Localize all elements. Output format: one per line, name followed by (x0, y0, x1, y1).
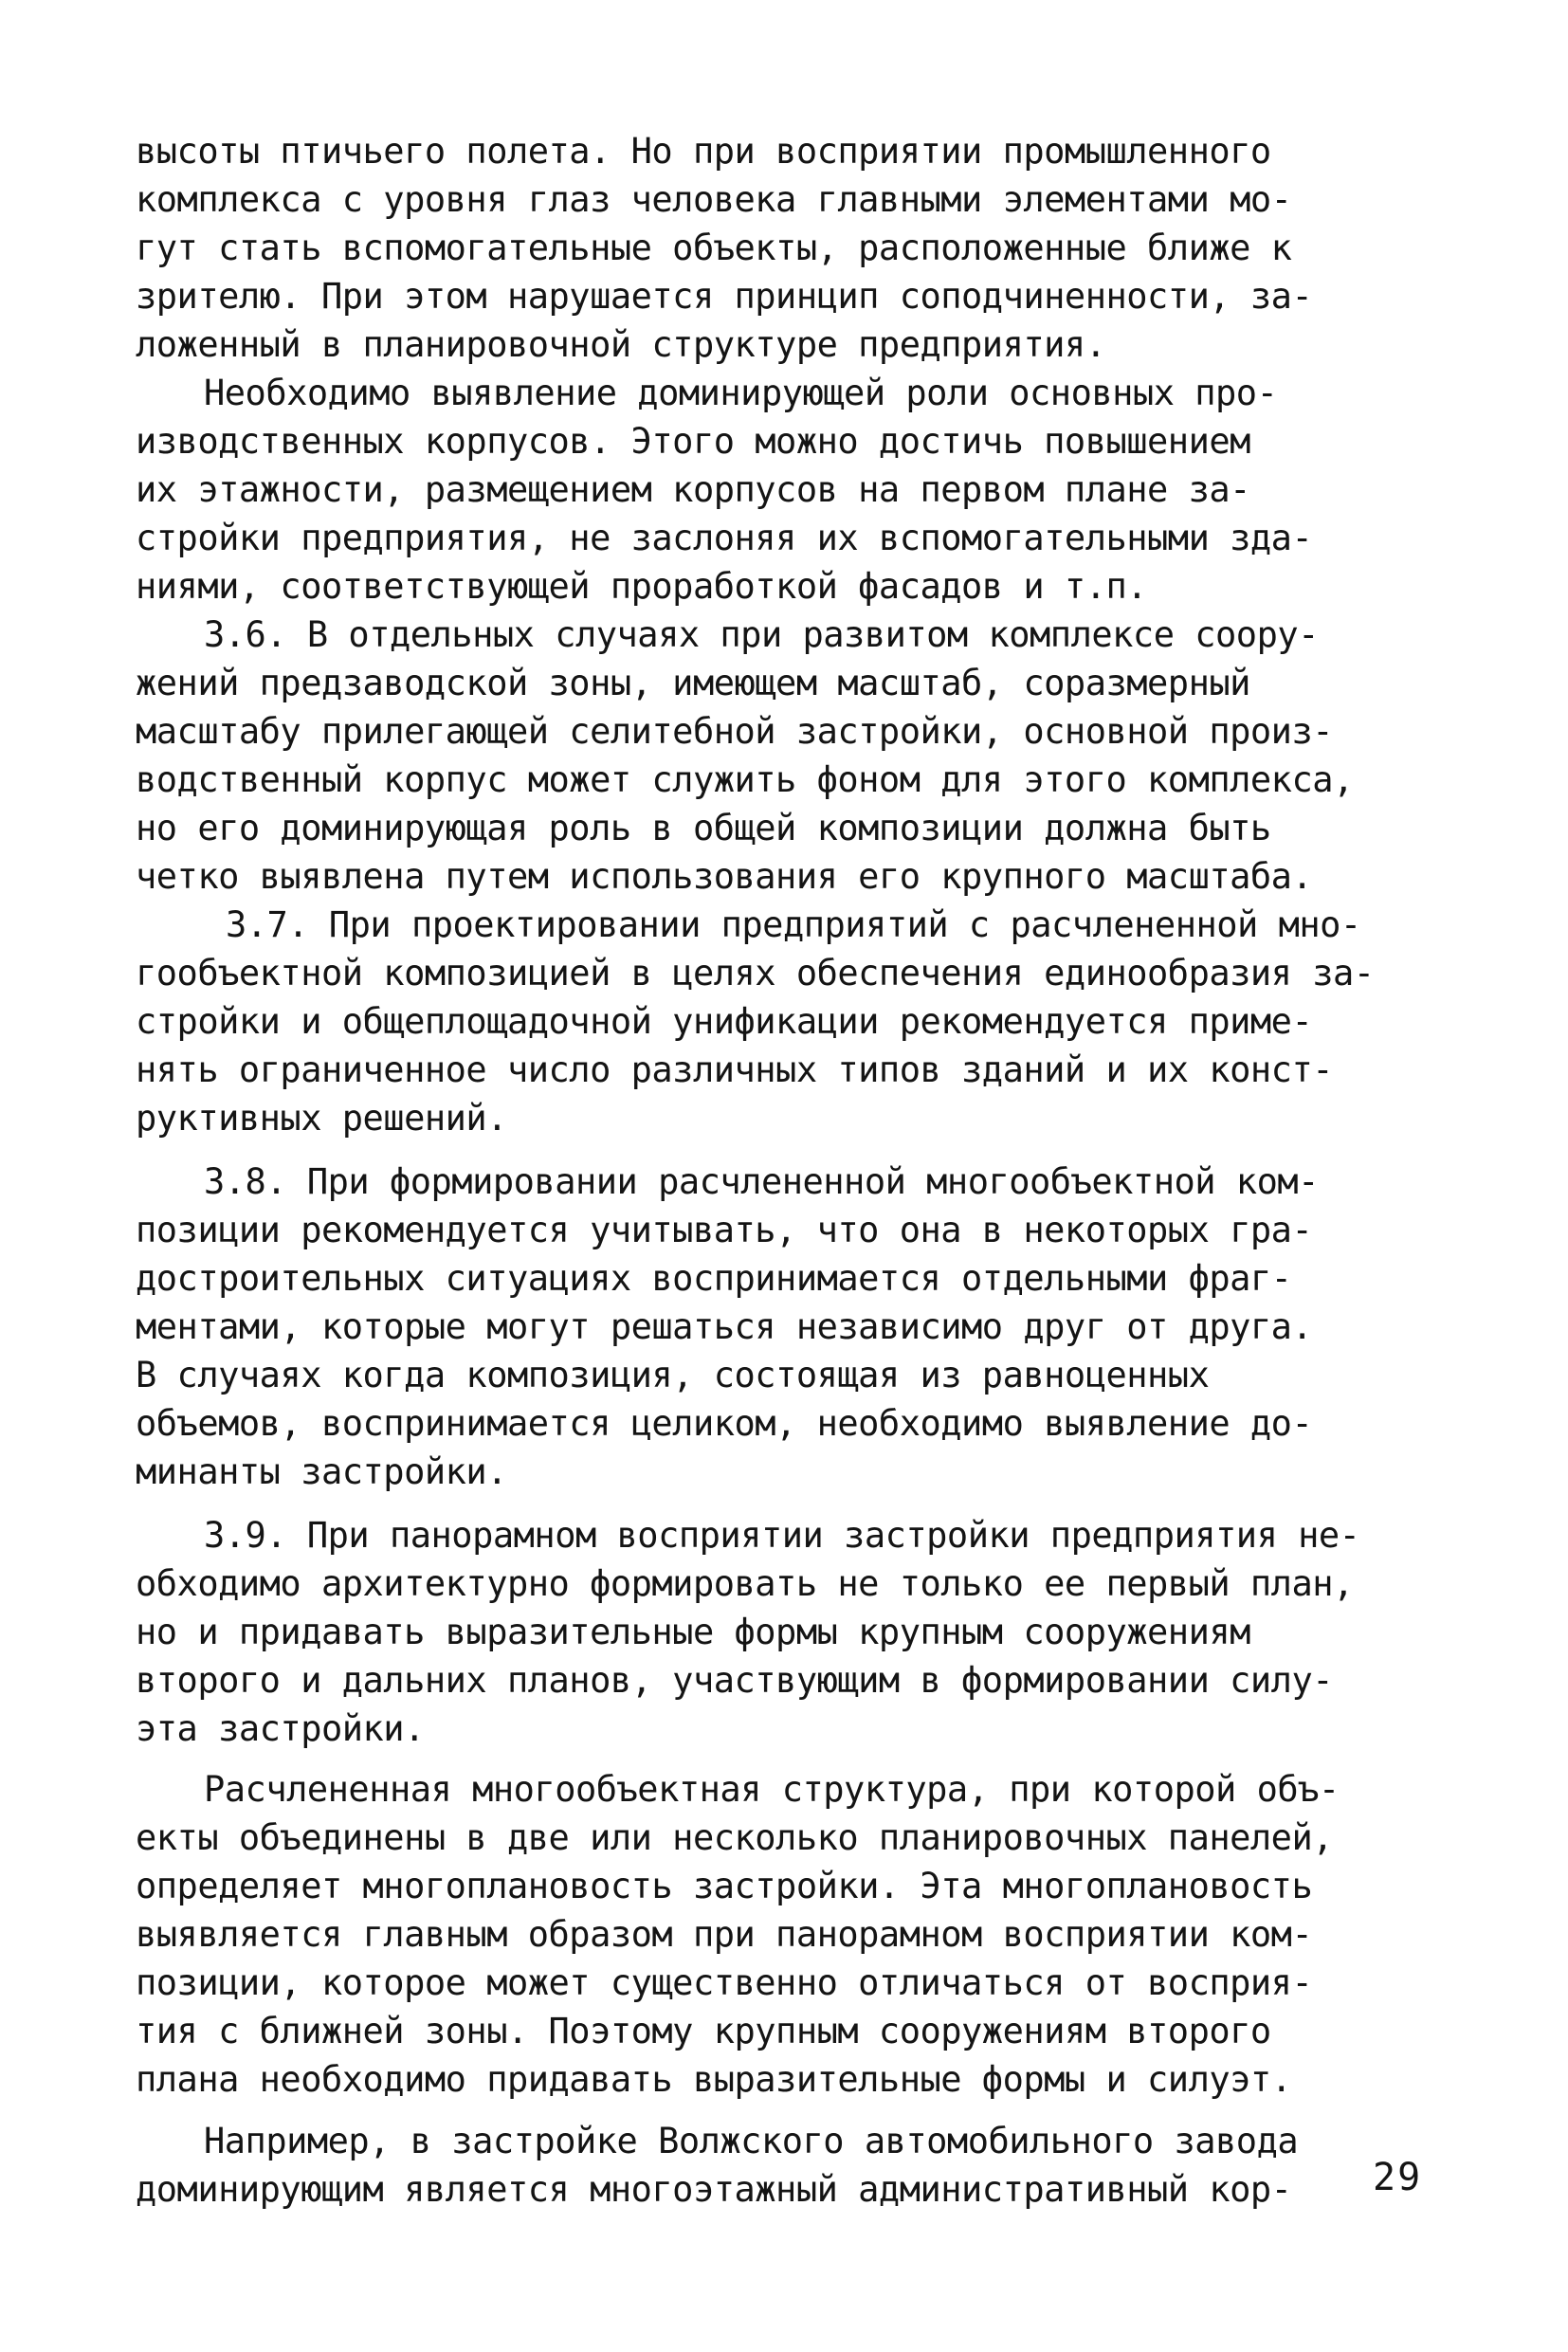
text-line: но его доминирующая роль в общей композиции должна быть (136, 808, 1271, 848)
text-line: четко выявлена путем использования его крупного масштаба. (136, 856, 1313, 897)
text-line: гообъектной композицией в целях обеспечения единообразия за- (136, 953, 1375, 994)
text-line: нять ограниченное число различных типов зданий и их конст- (136, 1049, 1334, 1090)
text-line: выявляется главным образом при панорамном восприятии ком- (136, 1914, 1313, 1955)
text-line: 3.6. В отдельных случаях при развитом комплексе соору- (204, 614, 1319, 655)
page-number: 29 (1373, 2156, 1423, 2199)
text-line: второго и дальних планов, участвующим в формировании силу- (136, 1660, 1334, 1701)
text-line: стройки и общеплощадочной унификации рекомендуется приме- (136, 1001, 1313, 1042)
text-line: руктивных решений. (136, 1098, 507, 1139)
text-line: обходимо архитектурно формировать не только ее первый план, (136, 1563, 1354, 1604)
text-line: достроительных ситуациях воспринимается отдельными фраг- (136, 1258, 1292, 1299)
text-line: ниями, соответствующей проработкой фасадов и т.п. (136, 566, 1148, 607)
text-line: объемов, воспринимается целиком, необходимо выявление до- (136, 1403, 1313, 1444)
text-line: гут стать вспомогательные объекты, расположенные ближе к (136, 228, 1292, 268)
text-line: изводственных корпусов. Этого можно достичь повышением (136, 421, 1250, 462)
text-line: 3.9. При панорамном восприятии застройки предприятия не- (204, 1515, 1360, 1556)
text-line: жений предзаводской зоны, имеющем масштаб, соразмерный (136, 663, 1250, 703)
text-line: позиции, которое может существенно отличаться от восприя- (136, 1962, 1313, 2003)
text-line: доминирующим является многоэтажный административный кор- (136, 2169, 1292, 2210)
text-line: Расчлененная многообъектная структура, при которой объ- (204, 1769, 1340, 1810)
text-line: зрителю. При этом нарушается принцип соподчиненности, за- (136, 276, 1313, 317)
text-line: стройки предприятия, не заслоняя их вспомогательными зда- (136, 518, 1313, 558)
text-line: их этажности, размещением корпусов на первом плане за- (136, 469, 1250, 510)
text-line: В случаях когда композиция, состоящая из равноценных (136, 1355, 1210, 1395)
text-line: плана необходимо придавать выразительные формы и силуэт. (136, 2059, 1292, 2100)
text-line: ментами, которые могут решаться независимо друг от друга. (136, 1306, 1313, 1347)
text-line: масштабу прилегающей селитебной застройки, основной произ- (136, 711, 1334, 752)
text-line: 3.7. При проектировании предприятий с расчлененной мно- (226, 904, 1361, 945)
text-line: позиции рекомендуется учитывать, что она в некоторых гра- (136, 1210, 1313, 1250)
text-line: тия с ближней зоны. Поэтому крупным сооружениям второго (136, 2011, 1271, 2051)
text-line: Например, в застройке Волжского автомобильного завода (204, 2121, 1299, 2161)
text-line: Необходимо выявление доминирующей роли основных про- (204, 373, 1278, 413)
text-line: комплекса с уровня глаз человека главными элементами мо- (136, 179, 1292, 220)
text-line: екты объединены в две или несколько планировочных панелей, (136, 1817, 1334, 1858)
text-line: минанты застройки. (136, 1451, 507, 1492)
text-line: ложенный в планировочной структуре предприятия. (136, 324, 1106, 365)
text-line: определяет многоплановость застройки. Эта многоплановость (136, 1866, 1313, 1906)
text-line: высоты птичьего полета. Но при восприятии промышленного (136, 131, 1271, 172)
text-line: 3.8. При формировании расчлененной многообъектной ком- (204, 1161, 1319, 1202)
text-line: но и придавать выразительные формы крупным сооружениям (136, 1612, 1250, 1652)
text-line: водственный корпус может служить фоном для этого комплекса, (136, 759, 1354, 800)
text-line: эта застройки. (136, 1708, 425, 1749)
